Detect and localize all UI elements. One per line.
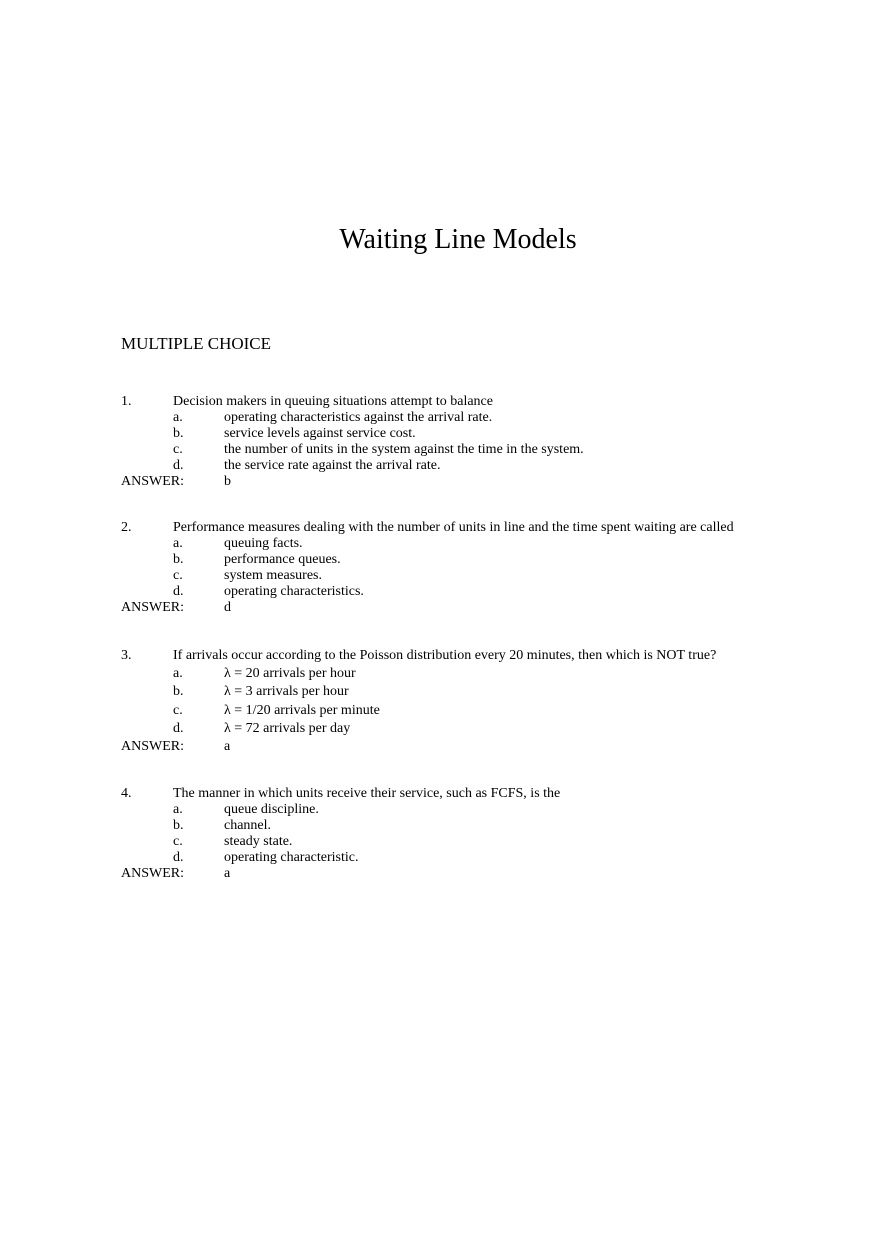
option-letter: b. bbox=[173, 684, 184, 700]
answer-value: b bbox=[224, 474, 231, 489]
option-row bbox=[121, 552, 841, 568]
option-row bbox=[121, 584, 841, 600]
option-text: the number of units in the system against the time in the system. bbox=[224, 442, 584, 457]
question-text: The manner in which units receive their service, such as FCFS, is the bbox=[173, 786, 561, 801]
option-row bbox=[121, 410, 841, 426]
option-text: λ = 3 arrivals per hour bbox=[224, 684, 349, 700]
section-heading: MULTIPLE CHOICE bbox=[121, 334, 272, 353]
page-title: Waiting Line Models bbox=[339, 224, 577, 255]
answer-label: ANSWER: bbox=[121, 600, 184, 615]
question-stem-row bbox=[121, 647, 841, 665]
answer-row bbox=[121, 474, 841, 490]
option-row bbox=[121, 665, 841, 683]
question-stem-row bbox=[121, 394, 841, 410]
option-text: queue discipline. bbox=[224, 802, 319, 817]
answer-value: a bbox=[224, 738, 231, 754]
option-row bbox=[121, 458, 841, 474]
option-row bbox=[121, 442, 841, 458]
option-text: λ = 20 arrivals per hour bbox=[224, 666, 356, 682]
question-number: 2. bbox=[121, 520, 132, 535]
question-number: 1. bbox=[121, 394, 132, 409]
option-letter: d. bbox=[173, 584, 184, 599]
option-letter: d. bbox=[173, 850, 184, 865]
answer-value: d bbox=[224, 600, 231, 615]
option-text: λ = 1/20 arrivals per minute bbox=[224, 702, 380, 718]
option-row bbox=[121, 720, 841, 738]
option-row bbox=[121, 802, 841, 818]
option-letter: d. bbox=[173, 720, 184, 736]
option-row bbox=[121, 426, 841, 442]
question-3 bbox=[121, 647, 841, 756]
option-text: steady state. bbox=[224, 834, 293, 849]
option-text: system measures. bbox=[224, 568, 322, 583]
question-4 bbox=[121, 786, 841, 882]
option-letter: b. bbox=[173, 552, 184, 567]
option-row bbox=[121, 702, 841, 720]
option-letter: a. bbox=[173, 666, 183, 682]
question-1 bbox=[121, 394, 841, 490]
option-text: channel. bbox=[224, 818, 272, 833]
answer-label: ANSWER: bbox=[121, 474, 184, 489]
option-text: performance queues. bbox=[224, 552, 341, 567]
option-letter: b. bbox=[173, 426, 184, 441]
option-row bbox=[121, 834, 841, 850]
option-text: the service rate against the arrival rate. bbox=[224, 458, 441, 473]
option-letter: a. bbox=[173, 802, 183, 817]
option-letter: c. bbox=[173, 702, 183, 718]
option-text: operating characteristics. bbox=[224, 584, 364, 599]
option-text: queuing facts. bbox=[224, 536, 303, 551]
option-letter: c. bbox=[173, 442, 183, 457]
answer-row bbox=[121, 600, 841, 616]
answer-row bbox=[121, 738, 841, 756]
answer-label: ANSWER: bbox=[121, 738, 184, 754]
question-number: 4. bbox=[121, 786, 132, 801]
option-letter: a. bbox=[173, 410, 183, 425]
option-letter: d. bbox=[173, 458, 184, 473]
answer-label: ANSWER: bbox=[121, 866, 184, 881]
option-letter: c. bbox=[173, 834, 183, 849]
option-row bbox=[121, 850, 841, 866]
answer-row bbox=[121, 866, 841, 882]
question-text: Decision makers in queuing situations attempt to balance bbox=[173, 394, 493, 409]
option-row bbox=[121, 818, 841, 834]
question-stem-row bbox=[121, 786, 841, 802]
option-text: operating characteristics against the arrival rate. bbox=[224, 410, 493, 425]
question-stem-row bbox=[121, 520, 841, 536]
option-letter: a. bbox=[173, 536, 183, 551]
option-row bbox=[121, 683, 841, 701]
option-row bbox=[121, 536, 841, 552]
option-text: λ = 72 arrivals per day bbox=[224, 720, 351, 736]
question-text: If arrivals occur according to the Poisson distribution every 20 minutes, then which is NOT true? bbox=[173, 648, 717, 663]
option-text: service levels against service cost. bbox=[224, 426, 416, 441]
option-text: operating characteristic. bbox=[224, 850, 359, 865]
question-text: Performance measures dealing with the number of units in line and the time spent waiting are called bbox=[173, 520, 734, 535]
option-letter: b. bbox=[173, 818, 184, 833]
question-2 bbox=[121, 520, 841, 616]
answer-value: a bbox=[224, 866, 231, 881]
question-number: 3. bbox=[121, 648, 132, 663]
option-row bbox=[121, 568, 841, 584]
option-letter: c. bbox=[173, 568, 183, 583]
